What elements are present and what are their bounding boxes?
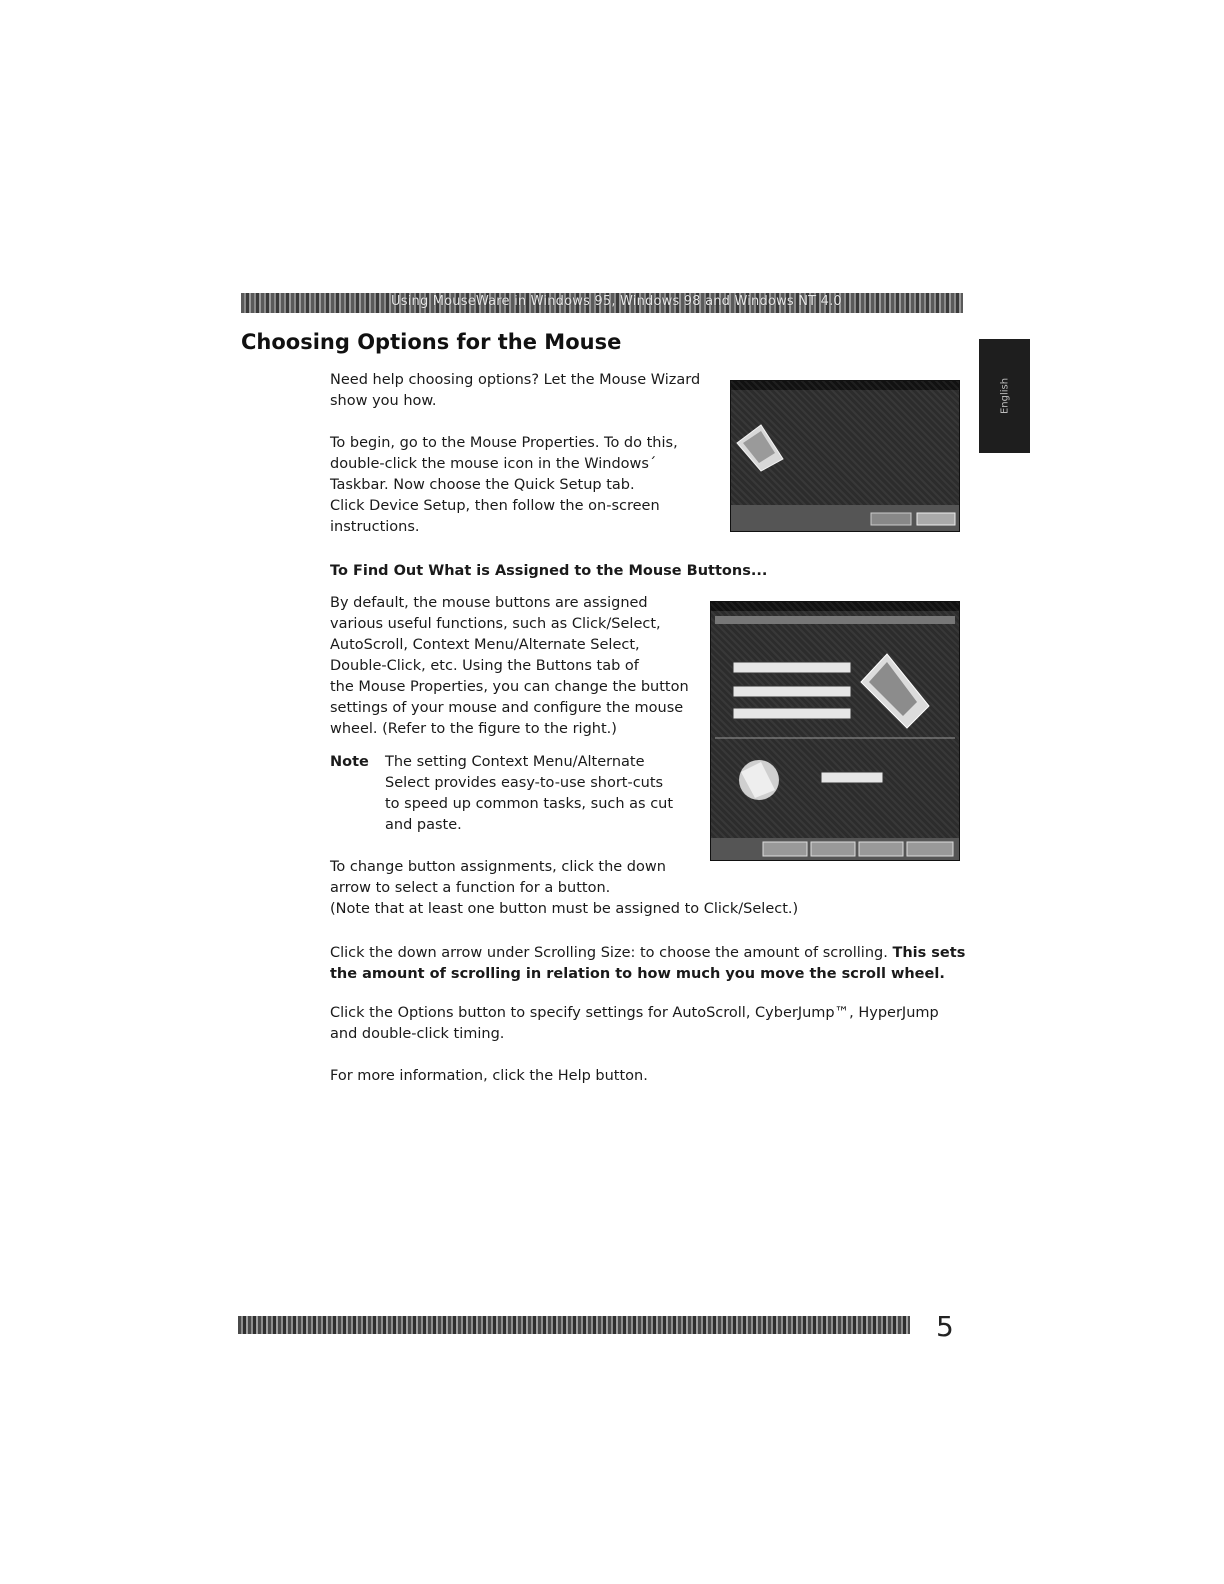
change-assignments-paragraph: [330, 857, 970, 920]
text-line: [330, 943, 970, 964]
text-line: wheel. (Refer to the figure to the right.): [330, 721, 617, 737]
text-line: (Note that at least one button must be assigned to Click/Select.): [330, 901, 799, 917]
intro-paragraph-2: [330, 433, 710, 538]
text-line: various useful functions, such as Click/Select,: [330, 616, 661, 632]
scrolling-text: Click the down arrow under Scrolling Size: to choose the amount of scrolling.: [330, 945, 888, 961]
buttons-paragraph: [330, 593, 700, 740]
buttons-dialog-graphic: [711, 602, 959, 860]
text-line: The setting Context Menu/Alternate: [385, 754, 645, 770]
text-line: Taskbar. Now choose the Quick Setup tab.: [330, 477, 635, 493]
help-paragraph: For more information, click the Help button.: [330, 1068, 648, 1084]
text-line: settings of your mouse and configure the mouse: [330, 700, 684, 716]
header-band: [241, 293, 963, 313]
page-number: 5: [936, 1310, 954, 1343]
text-line: and double-click timing.: [330, 1026, 505, 1042]
section-heading: To Find Out What is Assigned to the Mouse Buttons...: [330, 563, 768, 579]
note-body: [385, 752, 685, 836]
text-line: [330, 964, 970, 985]
text-line: instructions.: [330, 519, 420, 535]
scrolling-bold-text: This sets: [892, 945, 966, 961]
scrolling-paragraph: [330, 943, 970, 985]
text-line: double-click the mouse icon in the Windows´: [330, 456, 657, 472]
text-line: To begin, go to the Mouse Properties. To do this,: [330, 435, 678, 451]
footer-band: [238, 1316, 910, 1334]
text-line: AutoScroll, Context Menu/Alternate Select,: [330, 637, 640, 653]
language-side-tab-label: English: [999, 377, 1010, 415]
intro-paragraph-1: [330, 370, 710, 412]
scrolling-bold-text: the amount of scrolling in relation to how much you move the scroll wheel.: [330, 966, 945, 982]
text-line: Select provides easy-to-use short-cuts: [385, 775, 664, 791]
mouse-wizard-screenshot: [730, 380, 960, 532]
language-side-tab: [979, 339, 1030, 453]
text-line: By default, the mouse buttons are assigned: [330, 595, 648, 611]
text-line: show you how.: [330, 393, 437, 409]
text-line: Need help choosing options? Let the Mouse Wizard: [330, 372, 701, 388]
text-line: To change button assignments, click the down: [330, 859, 666, 875]
text-line: the Mouse Properties, you can change the button: [330, 679, 689, 695]
text-line: to speed up common tasks, such as cut: [385, 796, 674, 812]
text-line: Click Device Setup, then follow the on-screen: [330, 498, 660, 514]
note-label: Note: [330, 754, 369, 770]
page-title: Choosing Options for the Mouse: [241, 330, 622, 354]
mouse-icon: [731, 381, 959, 531]
text-line: Click the Options button to specify settings for AutoScroll, CyberJump™, HyperJump: [330, 1005, 939, 1021]
options-paragraph: [330, 1003, 970, 1045]
buttons-tab-screenshot: [710, 601, 960, 861]
text-line: and paste.: [385, 817, 462, 833]
text-line: arrow to select a function for a button.: [330, 880, 611, 896]
text-line: Double-Click, etc. Using the Buttons tab of: [330, 658, 639, 674]
header-band-text: Using MouseWare in Windows 95, Windows 98 and Windows NT 4.0: [391, 294, 842, 309]
